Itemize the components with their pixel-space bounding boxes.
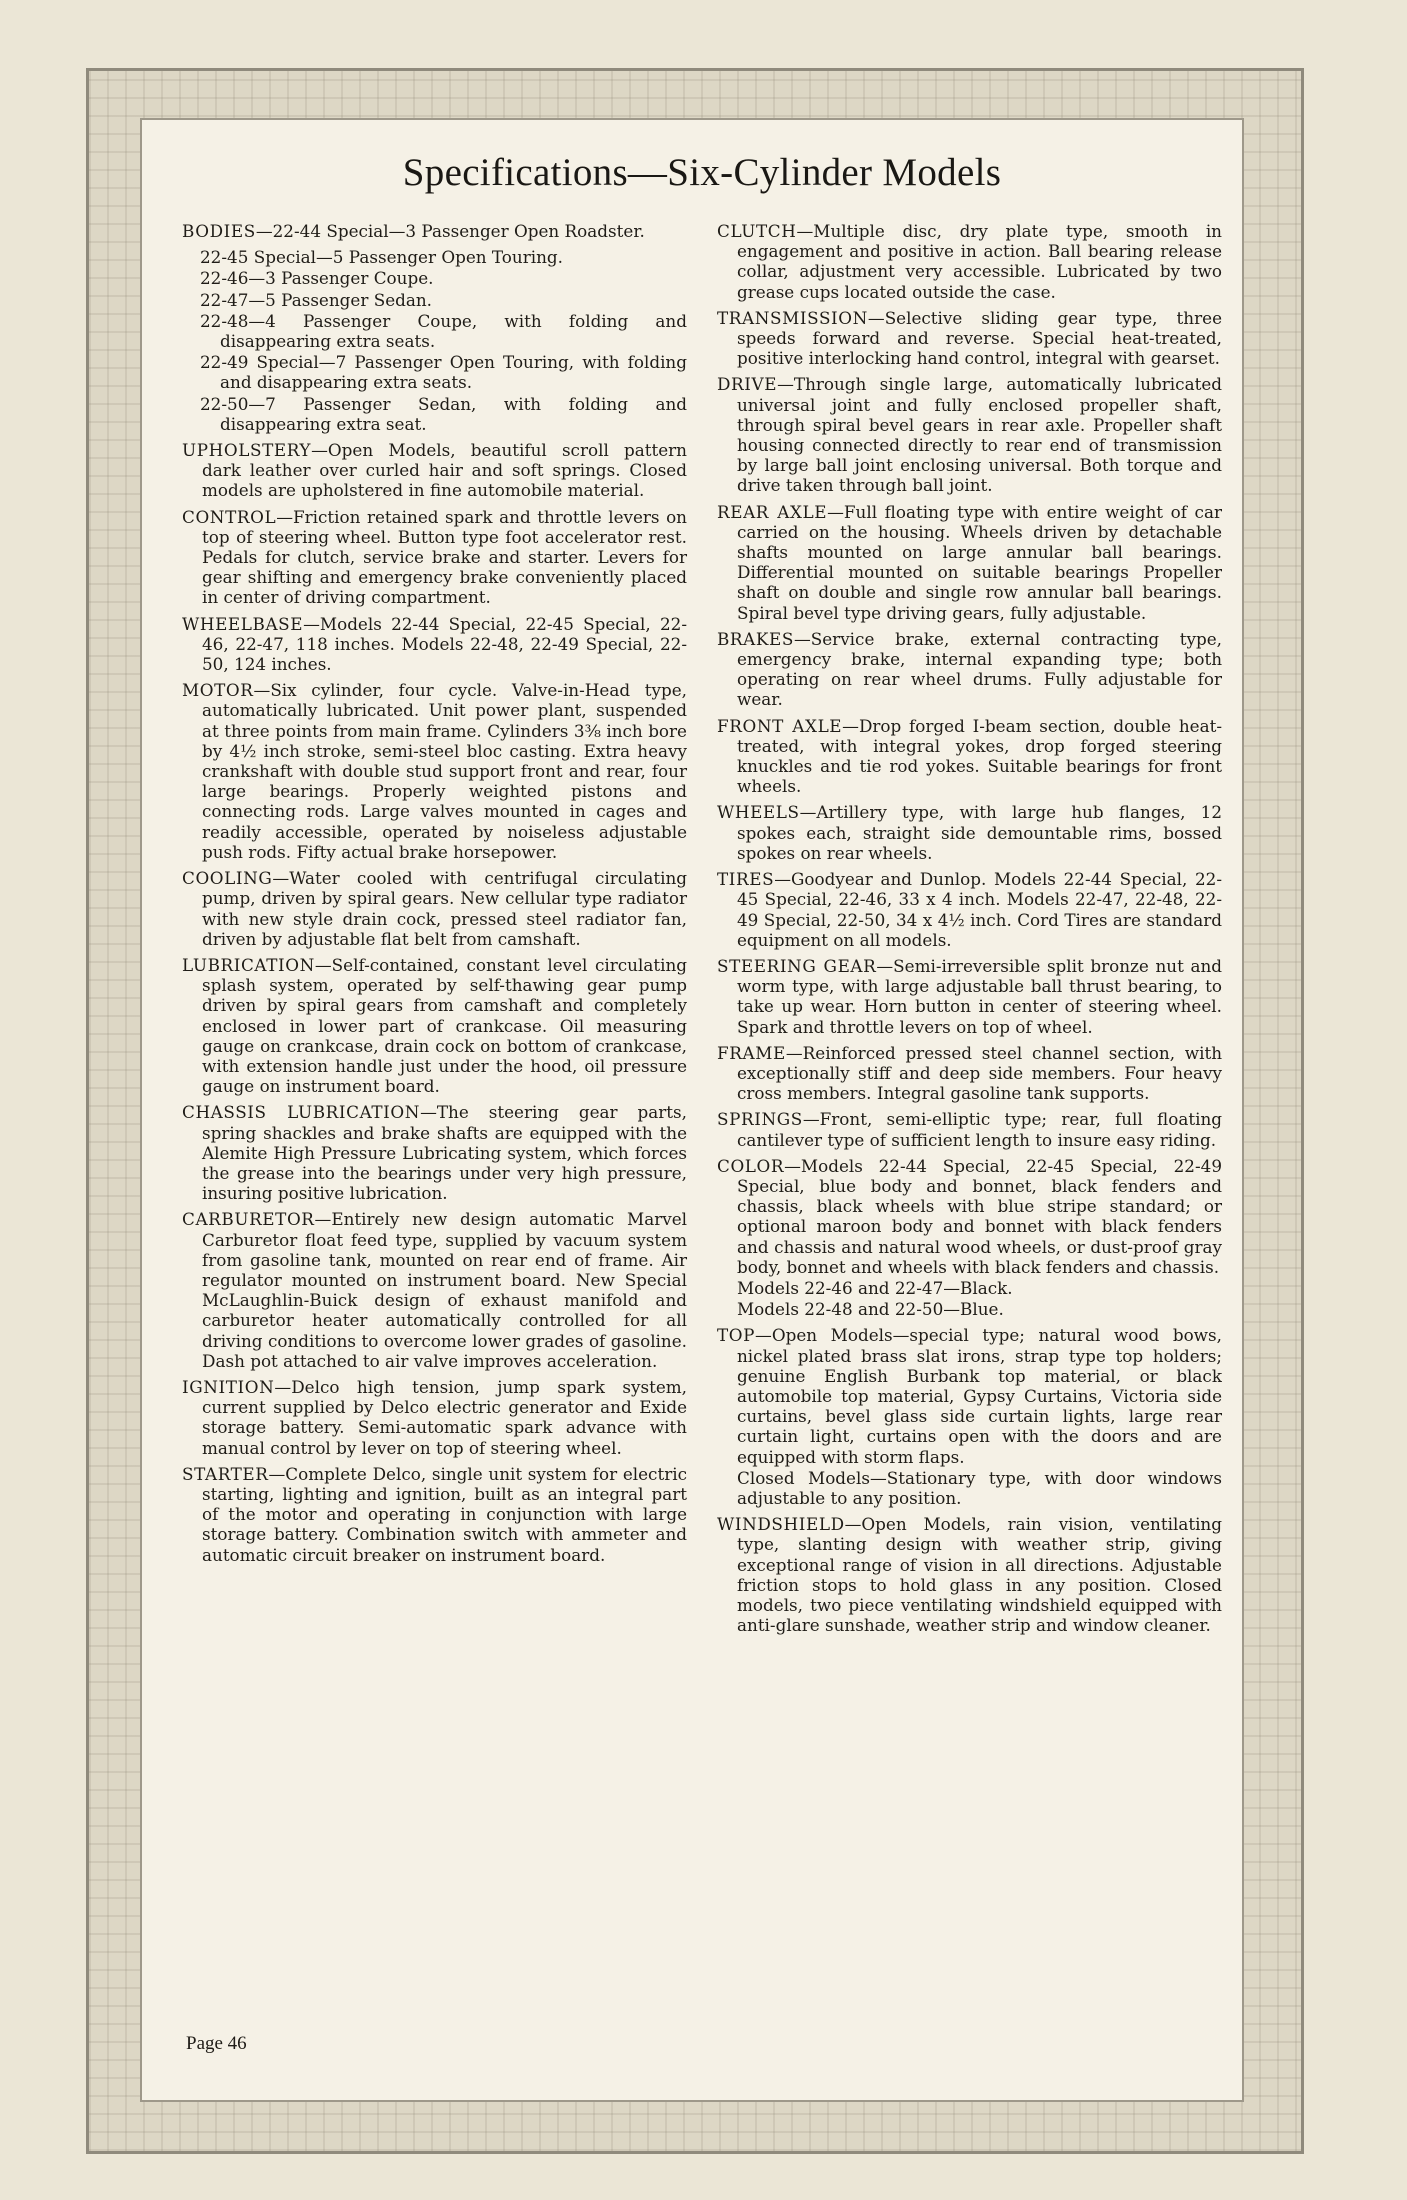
spec-key: CLUTCH bbox=[717, 221, 797, 241]
bodies-line: 22-45 Special—5 Passenger Open Touring. bbox=[200, 247, 563, 268]
spec-key: FRONT AXLE bbox=[717, 715, 843, 736]
spec-clutch bbox=[717, 221, 1222, 302]
page-title: Specifications—Six-Cylinder Models bbox=[402, 151, 1002, 194]
spec-text: —Goodyear and Dunlop. Models 22-44 Special, 22-45 Special, 22-46, 33 x 4 inch. Models 22-47, 22-48, 22-49 Special, 22-50, 34 x 4½ inch. Cord Tires are standard equipment on all models. bbox=[737, 869, 1222, 950]
spec-key: LUBRICATION bbox=[182, 954, 315, 975]
spec-text: —Open Models—special type; natural wood bows, nickel plated brass slat irons, strap type top holders; genuine English Burbank top material, or black automobile top material, Gypsy Curtains, Victoria side curtains, bevel glass side curtain lights, large rear curtain light, curtains open with the doors and are equipped with storm flaps. bbox=[737, 1325, 1222, 1467]
spec-key: SPRINGS bbox=[717, 1109, 803, 1130]
spec-key: MOTOR bbox=[182, 680, 254, 701]
spec-text: —Models 22-44 Special, 22-45 Special, 22-46, 22-47, 118 inches. Models 22-48, 22-49 Special, 22-50, 124 inches. bbox=[202, 613, 687, 675]
spec-key: WINDSHIELD bbox=[717, 1514, 845, 1535]
spec-text: —Reinforced pressed steel channel section, with exceptionally stiff and deep side members. Four heavy cross members. Integral gasoline tank supports. bbox=[737, 1042, 1222, 1104]
spec-text: —Friction retained spark and throttle levers on top of steering wheel. Button type foot accelerator rest. Pedals for clutch, service brake and starter. Levers for gear shifting and emergency brake conveniently placed in center of driving compartment. bbox=[202, 506, 687, 608]
spec-text: —Full floating type with entire weight of car carried on the housing. Wheels driven by detachable shafts mounted on large annular ball bearings. Differential mounted on suitable bearings Propeller shaft on double and single row annular ball bearings. Spiral bevel type driving gears, fully adjustable. bbox=[737, 501, 1222, 623]
spec-color bbox=[717, 1156, 1222, 1277]
bodies-line: 22-49 Special—7 Passenger Open Touring, with folding and disappearing extra seats. bbox=[200, 352, 687, 393]
specifications-content bbox=[182, 150, 1222, 2070]
spec-text: —Multiple disc, dry plate type, smooth in engagement and positive in action. Ball bearing release collar, adjustment very accessible. Lubricated by two grease cups located outside the case. bbox=[737, 221, 1222, 302]
spec-text: —Water cooled with centrifugal circulating pump, driven by spiral gears. New cellular type radiator with new style drain cock, pressed steel radiator fan, driven by adjustable flat belt from camshaft. bbox=[202, 868, 687, 949]
spec-text: —Artillery type, with large hub flanges, 12 spokes each, straight side demountable rims, bossed spokes on rear wheels. bbox=[737, 802, 1222, 863]
spec-key: BRAKES bbox=[717, 628, 794, 649]
spec-key: TIRES bbox=[717, 869, 775, 890]
spec-text: —Complete Delco, single unit system for electric starting, lighting and ignition, built as an integral part of the motor and operating in conjunction with large storage battery. Combination switch with ammeter and automatic circuit breaker on instrument board. bbox=[202, 1463, 687, 1565]
spec-key: UPHOLSTERY bbox=[182, 440, 312, 461]
spec-text: —Entirely new design automatic Marvel Carburetor float feed type, supplied by vacuum system from gasoline tank, mounted on rear end of frame. Air regulator mounted on instrument board. New Special McLaughlin-Buick design of exhaust manifold and carburetor heater automatically controlled for all driving conditions to overcome lower grades of gasoline. Dash pot attached to air valve improves acceleration. bbox=[202, 1209, 687, 1371]
spec-top bbox=[717, 1325, 1222, 1466]
spec-key: CARBURETOR bbox=[182, 1209, 315, 1230]
bodies-line: 22-50—7 Passenger Sedan, with folding and disappearing extra seat. bbox=[200, 393, 687, 434]
spec-text: —Delco high tension, jump spark system, current supplied by Delco electric generator and Exide storage battery. Semi-automatic spark advance with manual control by lever on top of steering wheel. bbox=[202, 1376, 687, 1458]
spec-upholstery bbox=[182, 440, 687, 501]
spec-tires bbox=[717, 869, 1222, 950]
spec-front-axle bbox=[717, 716, 1222, 797]
bodies-line: 22-47—5 Passenger Sedan. bbox=[200, 289, 433, 310]
spec-text: —The steering gear parts, spring shackles and brake shafts are equipped with the Alemite High Pressure Lubricating system, which forces the grease into the bearings under very high pressure, insuring positive lubrication. bbox=[202, 1102, 687, 1204]
spec-text: —Selective sliding gear type, three speeds forward and reverse. Special heat-treated, positive interlocking hand control, integral with gearset. bbox=[737, 307, 1222, 369]
spec-text: —Front, semi-elliptic type; rear, full floating cantilever type of sufficient length to insure easy riding. bbox=[737, 1109, 1222, 1150]
spec-key: STARTER bbox=[182, 1463, 269, 1484]
spec-bodies bbox=[182, 221, 687, 241]
top-closed-models: Closed Models—Stationary type, with door windows adjustable to any position. bbox=[737, 1467, 1222, 1508]
spec-carburetor bbox=[182, 1209, 687, 1371]
spec-columns bbox=[182, 221, 1222, 1641]
spec-text: —Semi-irreversible split bronze nut and worm type, with large adjustable ball thrust bearing, to take up wear. Horn button in center of steering wheel. Spark and throttle levers on top of wheel. bbox=[737, 955, 1222, 1037]
spec-ignition bbox=[182, 1377, 687, 1458]
spec-transmission bbox=[717, 308, 1222, 369]
page-number: Page 46 bbox=[186, 2033, 247, 2054]
spec-key: TRANSMISSION bbox=[717, 307, 868, 328]
spec-brakes bbox=[717, 629, 1222, 710]
spec-key: STEERING GEAR bbox=[717, 955, 877, 976]
spec-text: —22-44 Special—3 Passenger Open Roadster. bbox=[255, 221, 645, 241]
spec-text: —Self-contained, constant level circulating splash system, operated by self-thawing gear pump driven by spiral gears from camshaft and completely enclosed in lower part of crankcase. Oil measuring gauge on crankcase, drain cock on bottom of crankcase, with extension handle just under the hood, oil pressure gauge on instrument board. bbox=[202, 954, 687, 1097]
spec-cooling bbox=[182, 868, 687, 949]
spec-key: CONTROL bbox=[182, 506, 277, 527]
spec-wheels bbox=[717, 802, 1222, 863]
spec-control bbox=[182, 507, 687, 608]
spec-lubrication bbox=[182, 955, 687, 1096]
right-column bbox=[717, 221, 1222, 1641]
spec-wheelbase bbox=[182, 614, 687, 675]
spec-key: COLOR bbox=[717, 1155, 785, 1176]
spec-chassis-lubrication bbox=[182, 1102, 687, 1203]
spec-springs bbox=[717, 1109, 1222, 1149]
spec-drive bbox=[717, 374, 1222, 495]
spec-text: —Six cylinder, four cycle. Valve-in-Head type, automatically lubricated. Unit power plant, suspended at three points from main frame. Cylinders 3⅜ inch bore by 4½ inch stroke, semi-steel bloc casting. Extra heavy crankshaft with double stud support front and rear, four large bearings. Properly weighted pistons and connecting rods. Large valves mounted in cages and readily accessible, operated by noiseless adjustable push rods. Fifty actual brake horsepower. bbox=[202, 680, 687, 862]
color-line: Models 22-46 and 22-47—Black. bbox=[737, 1277, 1013, 1298]
color-line: Models 22-48 and 22-50—Blue. bbox=[737, 1299, 1004, 1320]
left-column bbox=[182, 221, 687, 1641]
spec-text: —Through single large, automatically lubricated universal joint and fully enclosed propeller shaft, through spiral bevel gears in rear axle. Propeller shaft housing connected directly to rear end of transmission by large ball joint enclosing universal. Both torque and drive taken through ball joint. bbox=[737, 374, 1222, 496]
spec-key: COOLING bbox=[182, 868, 273, 889]
bodies-line: 22-48—4 Passenger Coupe, with folding and disappearing extra seats. bbox=[200, 310, 687, 352]
spec-key: BODIES bbox=[182, 221, 256, 241]
spec-starter bbox=[182, 1464, 687, 1565]
bodies-line: 22-46—3 Passenger Coupe. bbox=[200, 268, 434, 289]
spec-text: —Service brake, external contracting type, emergency brake, internal expanding type; both operating on rear wheel drums. Fully adjustable for wear. bbox=[737, 628, 1222, 710]
spec-frame bbox=[717, 1043, 1222, 1104]
spec-steering-gear bbox=[717, 956, 1222, 1037]
spec-key: TOP bbox=[717, 1325, 756, 1346]
spec-text: —Models 22-44 Special, 22-45 Special, 22-49 Special, blue body and bonnet, black fenders and chassis, black wheels with blue stripe standard; or optional maroon body and bonnet with black fenders and chassis and natural wood wheels, or dust-proof gray body, bonnet and wheels with black fenders and chassis. bbox=[737, 1155, 1222, 1277]
spec-key: WHEELBASE bbox=[182, 613, 304, 634]
spec-text: —Open Models, rain vision, ventilating type, slanting design with weather strip, giving exceptional range of vision in all directions. Adjustable friction stops to hold glass in any position. Closed models, two piece ventilating windshield equipped with anti-glare sunshade, weather strip and window cleaner. bbox=[737, 1514, 1222, 1636]
spec-key: CHASSIS LUBRICATION bbox=[182, 1102, 421, 1123]
spec-key: FRAME bbox=[717, 1042, 786, 1063]
spec-rear-axle bbox=[717, 502, 1222, 623]
spec-key: WHEELS bbox=[717, 802, 800, 823]
spec-key: DRIVE bbox=[717, 374, 778, 395]
spec-text: —Drop forged I-beam section, double heat-treated, with integral yokes, drop forged steering knuckles and tie rod yokes. Suitable bearings for front wheels. bbox=[737, 715, 1222, 797]
spec-windshield bbox=[717, 1514, 1222, 1635]
spec-text: —Open Models, beautiful scroll pattern dark leather over curled hair and soft springs. Closed models are upholstered in fine automobile material. bbox=[202, 440, 687, 501]
spec-key: IGNITION bbox=[182, 1376, 275, 1397]
spec-motor bbox=[182, 680, 687, 862]
spec-key: REAR AXLE bbox=[717, 501, 828, 522]
